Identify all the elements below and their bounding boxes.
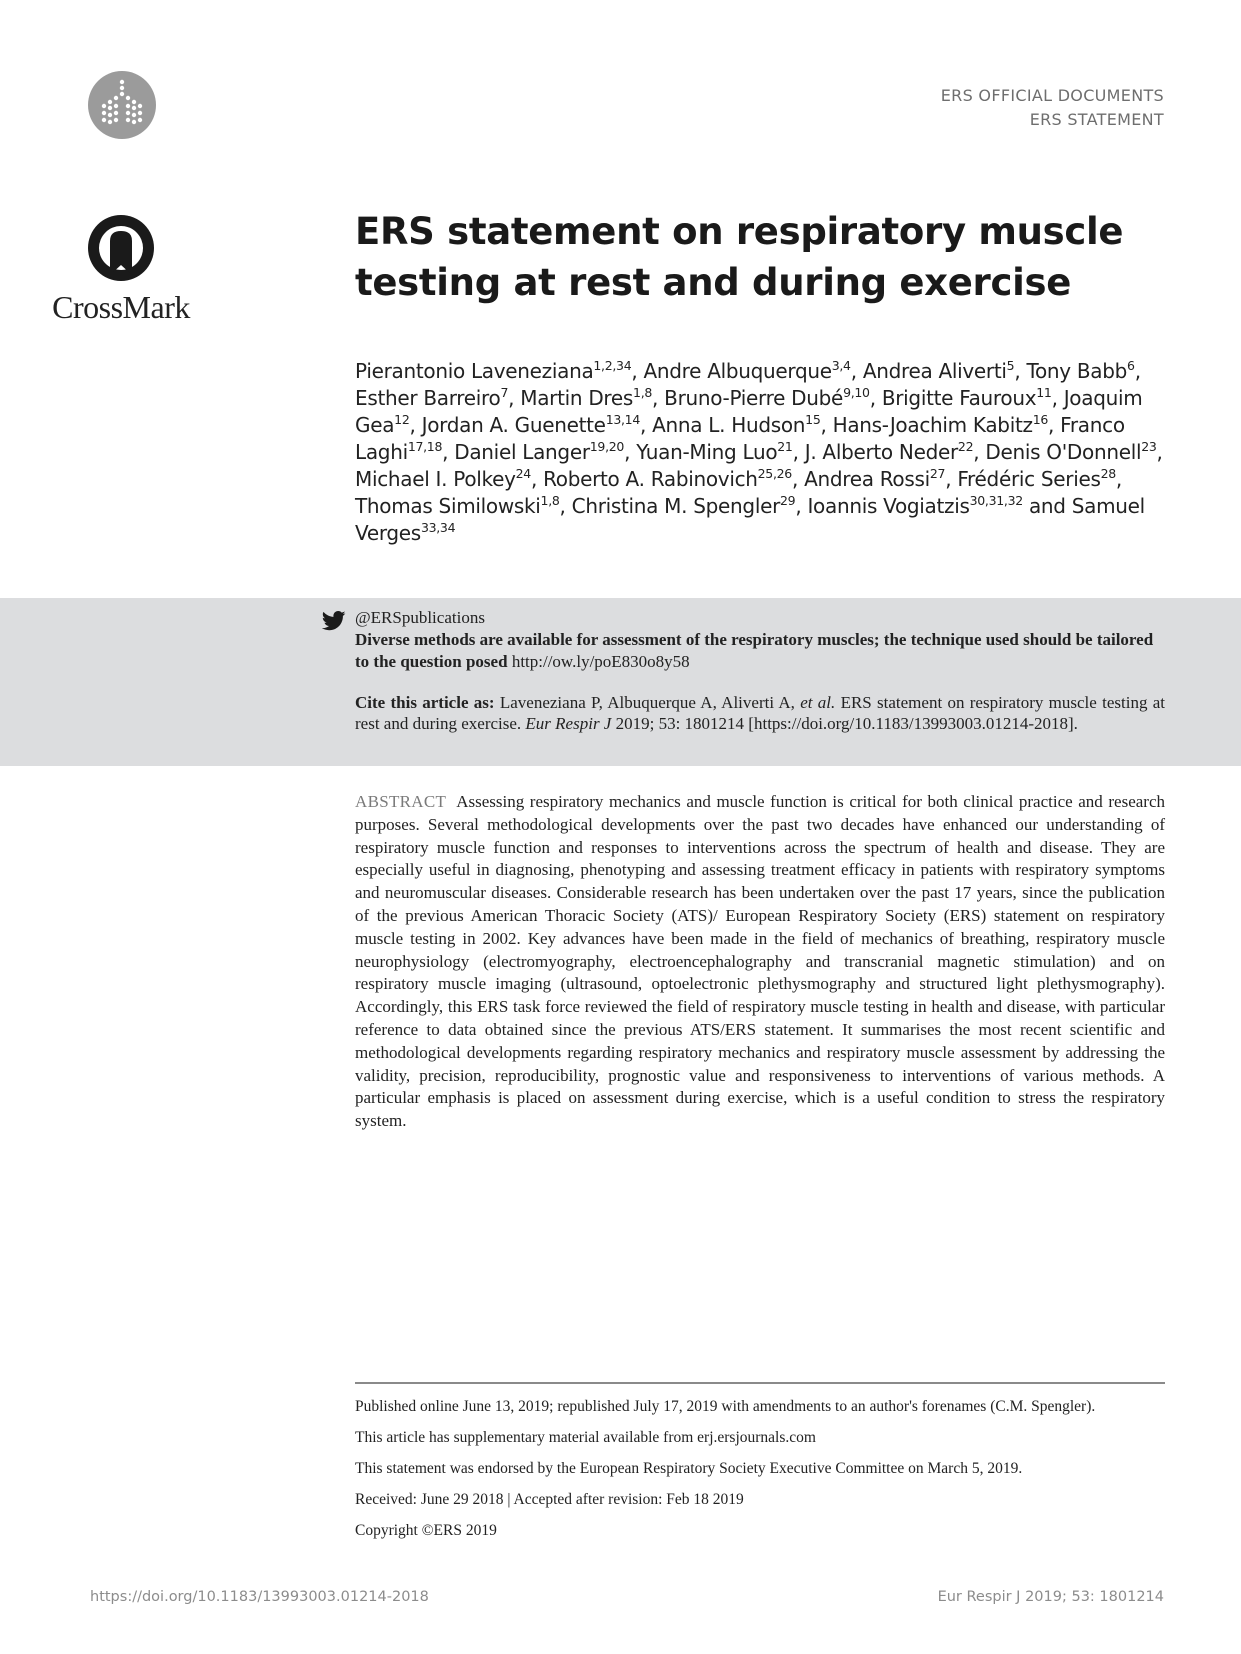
author-name: Christina M. Spengler xyxy=(571,494,781,518)
citation-details: 2019; 53: 1801214 [https://doi.org/10.1183/13993003.01214-2018]. xyxy=(615,713,1078,733)
author-name: Martin Dres xyxy=(520,386,634,410)
twitter-handle[interactable]: @ERSpublications xyxy=(355,608,485,627)
author-separator: , xyxy=(652,386,665,410)
author-name: Anna L. Hudson xyxy=(652,413,806,437)
author-name: Pierantonio Laveneziana xyxy=(355,359,594,383)
doc-type-line1: ERS OFFICIAL DOCUMENTS xyxy=(940,86,1164,105)
author-affiliation: 25,26 xyxy=(757,466,792,481)
author-list xyxy=(355,358,1165,547)
author-separator: , xyxy=(442,440,455,464)
author-separator: , xyxy=(795,494,808,518)
publication-notes xyxy=(355,1396,1175,1551)
author-affiliation: 19,20 xyxy=(589,439,625,454)
citation-journal: Eur Respir J xyxy=(525,713,612,733)
author-separator: , xyxy=(791,467,805,491)
note-endorsement: This statement was endorsed by the European Respiratory Society Executive Committee on March 5, 2019. xyxy=(355,1460,1023,1477)
ers-logo xyxy=(88,71,156,139)
ers-lungs-icon xyxy=(88,71,156,139)
citation-label: Cite this article as: xyxy=(355,693,495,712)
author-name: Andre Albuquerque xyxy=(643,359,832,383)
footer-journal-ref: Eur Respir J 2019; 53: 1801214 xyxy=(937,1589,1164,1605)
title-line-1: ERS statement on respiratory muscle xyxy=(355,210,1124,253)
author-affiliation: 1,8 xyxy=(633,385,653,400)
document-type xyxy=(941,84,1164,132)
author-separator: , xyxy=(1115,467,1122,491)
author-separator: , xyxy=(850,359,863,383)
notes-divider xyxy=(355,1382,1165,1384)
author-name: Franco Laghi xyxy=(355,413,1125,464)
author-name: Hans-Joachim Kabitz xyxy=(832,413,1033,437)
author-affiliation: 1,8 xyxy=(540,493,560,508)
author-affiliation: 33,34 xyxy=(420,520,456,535)
abstract-label: ABSTRACT xyxy=(355,792,447,811)
author-name: J. Alberto Neder xyxy=(804,440,958,464)
author-affiliation: 24 xyxy=(515,466,531,481)
author-separator: , xyxy=(1048,413,1061,437)
author-affiliation: 11 xyxy=(1036,385,1052,400)
note-received: Received: June 29 2018 | Accepted after revision: Feb 18 2019 xyxy=(355,1491,744,1508)
abstract-text: Assessing respiratory mechanics and muscle function is critical for both clinical practice and research purposes. Several methodological developments over the past two decades have enhanced our understanding of respiratory muscle function and responses to interventions across the spectrum of health and disease. They are especially useful in diagnosing, phenotyping and assessing treatment efficacy in patients with respiratory symptoms and neuromuscular diseases. Considerable research has been undertaken over the past 17 years, since the publication of the previous American Thoracic Society (ATS)/ European Respiratory Society (ERS) statement on respiratory muscle testing in 2002. Key advances have been made in the field of mechanics of breathing, respiratory muscle neurophysiology (electromyography, electroencephalography and transcranial magnetic stimulation) and on respiratory muscle imaging (ultrasound, optoelectronic plethysmography and structured light plethysmography). Accordingly, this ERS task force reviewed the field of respiratory muscle testing in health and disease, with particular reference to data obtained since the previous ATS/ERS statement. It summarises the most recent scientific and methodological developments regarding respiratory mechanics and respiratory muscle assessment by addressing the validity, precision, reproducibility, prognostic value and responsiveness to interventions of various methods. A particular emphasis is placed on assessment during exercise, which is a useful condition to stress the respiratory system. xyxy=(355,792,1165,1131)
author-affiliation: 13,14 xyxy=(605,412,640,427)
tweet-link[interactable]: http://ow.ly/poE830o8y58 xyxy=(511,651,690,671)
author-name: Joaquim Gea xyxy=(355,386,1143,437)
author-affiliation: 23 xyxy=(1141,439,1157,454)
author-name: Denis O'Donnell xyxy=(985,440,1142,464)
author-affiliation: 21 xyxy=(777,439,793,454)
twitter-bird-icon xyxy=(322,611,346,631)
author-separator: , xyxy=(1051,386,1064,410)
author-name: Andrea Rossi xyxy=(804,467,930,491)
citation-et-al: et al. xyxy=(800,693,836,712)
abstract xyxy=(355,791,1165,1133)
doc-type-line2: ERS STATEMENT xyxy=(1029,110,1164,129)
title-line-2: testing at rest and during exercise xyxy=(355,261,1072,304)
author-affiliation: 27 xyxy=(929,466,946,481)
author-separator: , xyxy=(559,494,572,518)
crossmark-label: CrossMark xyxy=(52,289,190,325)
author-affiliation: 9,10 xyxy=(843,385,870,400)
author-separator: , xyxy=(530,467,544,491)
author-name: Daniel Langer xyxy=(454,440,590,464)
author-separator: , xyxy=(1134,359,1141,383)
author-affiliation: 6 xyxy=(1127,358,1135,373)
author-separator: , xyxy=(631,359,644,383)
author-name: Tony Babb xyxy=(1026,359,1128,383)
author-separator: , xyxy=(973,440,986,464)
citation-title: ERS statement on respiratory muscle testing at rest and during exercise. xyxy=(355,693,1166,733)
note-supplementary: This article has supplementary material available from erj.ersjournals.com xyxy=(355,1429,816,1446)
author-name: Ioannis Vogiatzis xyxy=(807,494,970,518)
author-name: Brigitte Fauroux xyxy=(881,386,1037,410)
author-affiliation: 3,4 xyxy=(831,358,851,373)
footer-doi[interactable]: https://doi.org/10.1183/13993003.01214-2018 xyxy=(90,1589,429,1605)
author-affiliation: 12 xyxy=(394,412,410,427)
author-name: Esther Barreiro xyxy=(355,386,501,410)
author-name: Frédéric Series xyxy=(957,467,1101,491)
author-affiliation: 28 xyxy=(1100,466,1116,481)
author-separator: , xyxy=(792,440,805,464)
author-name: Michael I. Polkey xyxy=(355,467,516,491)
author-separator: , xyxy=(1156,440,1163,464)
crossmark-icon xyxy=(86,213,156,283)
author-name: Yuan-Ming Luo xyxy=(636,440,778,464)
author-affiliation: 7 xyxy=(500,385,509,400)
author-name: Jordan A. Guenette xyxy=(421,413,606,437)
author-affiliation: 29 xyxy=(780,493,796,508)
author-separator: , xyxy=(1014,359,1027,383)
author-name: Thomas Similowski xyxy=(355,494,541,518)
note-copyright: Copyright ©ERS 2019 xyxy=(355,1522,497,1539)
author-affiliation: 30,31,32 xyxy=(969,493,1023,508)
author-affiliation: 1,2,34 xyxy=(593,358,632,373)
author-name: Samuel Verges xyxy=(355,494,1145,545)
author-name: Bruno-Pierre Dubé xyxy=(664,386,844,410)
author-affiliation: 22 xyxy=(957,439,974,454)
article-title xyxy=(355,206,1135,308)
note-published: Published online June 13, 2019; republished July 17, 2019 with amendments to an author's forenames (C.M. Spengler). xyxy=(355,1398,1096,1415)
author-name: Roberto A. Rabinovich xyxy=(543,467,758,491)
summary-band xyxy=(0,598,1241,766)
citation-authors: Laveneziana P, Albuquerque A, Aliverti A, xyxy=(499,693,795,712)
author-affiliation: 15 xyxy=(805,412,821,427)
author-separator: , xyxy=(945,467,958,491)
tweet-text xyxy=(355,629,1165,672)
author-separator: , xyxy=(869,386,882,410)
author-affiliation: 16 xyxy=(1032,412,1049,427)
author-separator: , xyxy=(820,413,833,437)
author-separator: and xyxy=(1022,494,1072,518)
tweet-body: Diverse methods are available for assessment of the respiratory muscles; the technique used should be tailored to the question posed xyxy=(355,630,1154,671)
author-separator: , xyxy=(640,413,653,437)
author-name: Andrea Aliverti xyxy=(862,359,1007,383)
author-separator: , xyxy=(508,386,521,410)
citation xyxy=(355,693,1165,734)
author-separator: , xyxy=(624,440,637,464)
author-affiliation: 5 xyxy=(1006,358,1015,373)
author-affiliation: 17,18 xyxy=(407,439,443,454)
crossmark-badge[interactable] xyxy=(46,213,196,324)
author-separator: , xyxy=(409,413,422,437)
